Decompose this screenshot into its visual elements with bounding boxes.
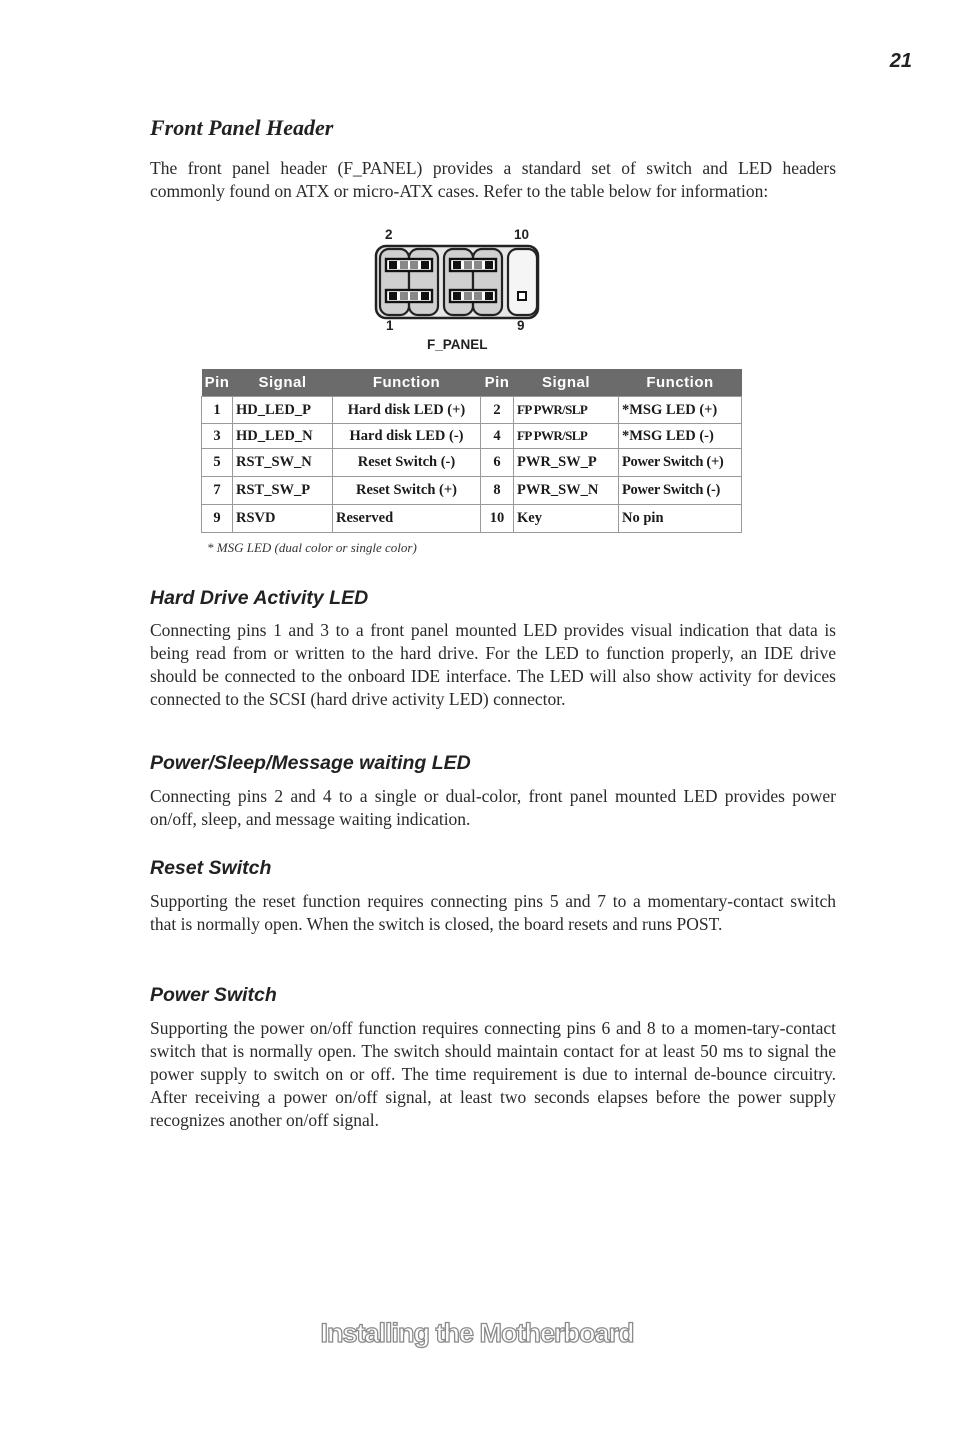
- pin-label-1: 1: [386, 318, 394, 333]
- table-cell: 7: [202, 477, 233, 505]
- table-cell: Reserved: [333, 505, 481, 533]
- header-signal: Signal: [514, 369, 619, 397]
- table-cell: No pin: [619, 505, 742, 533]
- table-cell: 2: [481, 397, 514, 424]
- table-cell: Power Switch (+): [619, 449, 742, 477]
- table-cell: PWR_SW_N: [514, 477, 619, 505]
- table-cell: *MSG LED (+): [619, 397, 742, 424]
- table-cell: *MSG LED (-): [619, 424, 742, 449]
- table-cell: Hard disk LED (-): [333, 424, 481, 449]
- table-cell: FP PWR/SLP: [514, 424, 619, 449]
- front-panel-intro: The front panel header (F_PANEL) provides a standard set of switch and LED headers commonly found on ATX or micro-ATX cases. Refer to the table below for information:: [150, 158, 836, 201]
- pin-label-10: 10: [514, 227, 530, 242]
- table-cell: HD_LED_P: [233, 397, 333, 424]
- table-cell: 6: [481, 449, 514, 477]
- table-cell: HD_LED_N: [233, 424, 333, 449]
- hdd-led-body: Connecting pins 1 and 3 to a front panel mounted LED provides visual indication that data is being read from or written to the hard drive. For the LED to function properly, an IDE drive should be connected to the onboard IDE interface. The LED will also show activity for devices connected to the SCSI (hard drive activity LED) connector.: [150, 620, 836, 709]
- table-cell: Hard disk LED (+): [333, 397, 481, 424]
- reset-switch-body: Supporting the reset function requires connecting pins 5 and 7 to a momentary-contact switch that is normally open. When the switch is closed, the board resets and runs POST.: [150, 891, 836, 934]
- footer-chapter-title: Installing the Motherboard: [320, 1318, 634, 1348]
- table-row: [202, 449, 742, 477]
- table-cell: 10: [481, 505, 514, 533]
- reset-switch-title: Reset Switch: [150, 857, 272, 879]
- table-row: [202, 505, 742, 533]
- f-panel-diagram: [372, 226, 552, 356]
- table-row: [202, 424, 742, 449]
- power-led-title: Power/Sleep/Message waiting LED: [150, 752, 471, 774]
- table-cell: PWR_SW_P: [514, 449, 619, 477]
- power-switch-title: Power Switch: [150, 984, 277, 1006]
- header-pin: Pin: [481, 369, 514, 397]
- table-cell: 9: [202, 505, 233, 533]
- front-panel-header-title: Front Panel Header: [150, 115, 334, 140]
- pin-label-9: 9: [517, 318, 525, 333]
- header-function: Function: [619, 369, 742, 397]
- pin-assignment-table: [201, 369, 742, 533]
- header-pin: Pin: [202, 369, 233, 397]
- table-cell: FP PWR/SLP: [514, 397, 619, 424]
- table-row: [202, 477, 742, 505]
- table-row: [202, 397, 742, 424]
- table-cell: RSVD: [233, 505, 333, 533]
- table-footnote: * MSG LED (dual color or single color): [207, 540, 417, 555]
- header-function: Function: [333, 369, 481, 397]
- page-number: 21: [889, 50, 912, 72]
- hdd-led-title: Hard Drive Activity LED: [150, 587, 369, 609]
- header-signal: Signal: [233, 369, 333, 397]
- table-cell: RST_SW_N: [233, 449, 333, 477]
- table-cell: 8: [481, 477, 514, 505]
- pin-label-2: 2: [385, 227, 393, 242]
- power-led-body: Connecting pins 2 and 4 to a single or dual-color, front panel mounted LED provides power on/off, sleep, and message waiting indication.: [150, 786, 836, 829]
- table-cell: 4: [481, 424, 514, 449]
- table-cell: Reset Switch (-): [333, 449, 481, 477]
- table-cell: Power Switch (-): [619, 477, 742, 505]
- power-switch-body: Supporting the power on/off function requires connecting pins 6 and 8 to a momen-tary-contact switch that is normally open. The switch should maintain contact for at least 50 ms to signal the power supply to switch on or off. The time requirement is due to internal de-bounce circuitry. After receiving a power on/off signal, at least two seconds elapses before the power supply recognizes another on/off signal.: [150, 1018, 836, 1130]
- table-cell: 1: [202, 397, 233, 424]
- table-header-row: [202, 369, 742, 397]
- table-cell: Key: [514, 505, 619, 533]
- connector-drawing: [372, 244, 544, 320]
- table-cell: RST_SW_P: [233, 477, 333, 505]
- table-cell: 5: [202, 449, 233, 477]
- table-cell: 3: [202, 424, 233, 449]
- table-cell: Reset Switch (+): [333, 477, 481, 505]
- diagram-caption: F_PANEL: [427, 337, 488, 352]
